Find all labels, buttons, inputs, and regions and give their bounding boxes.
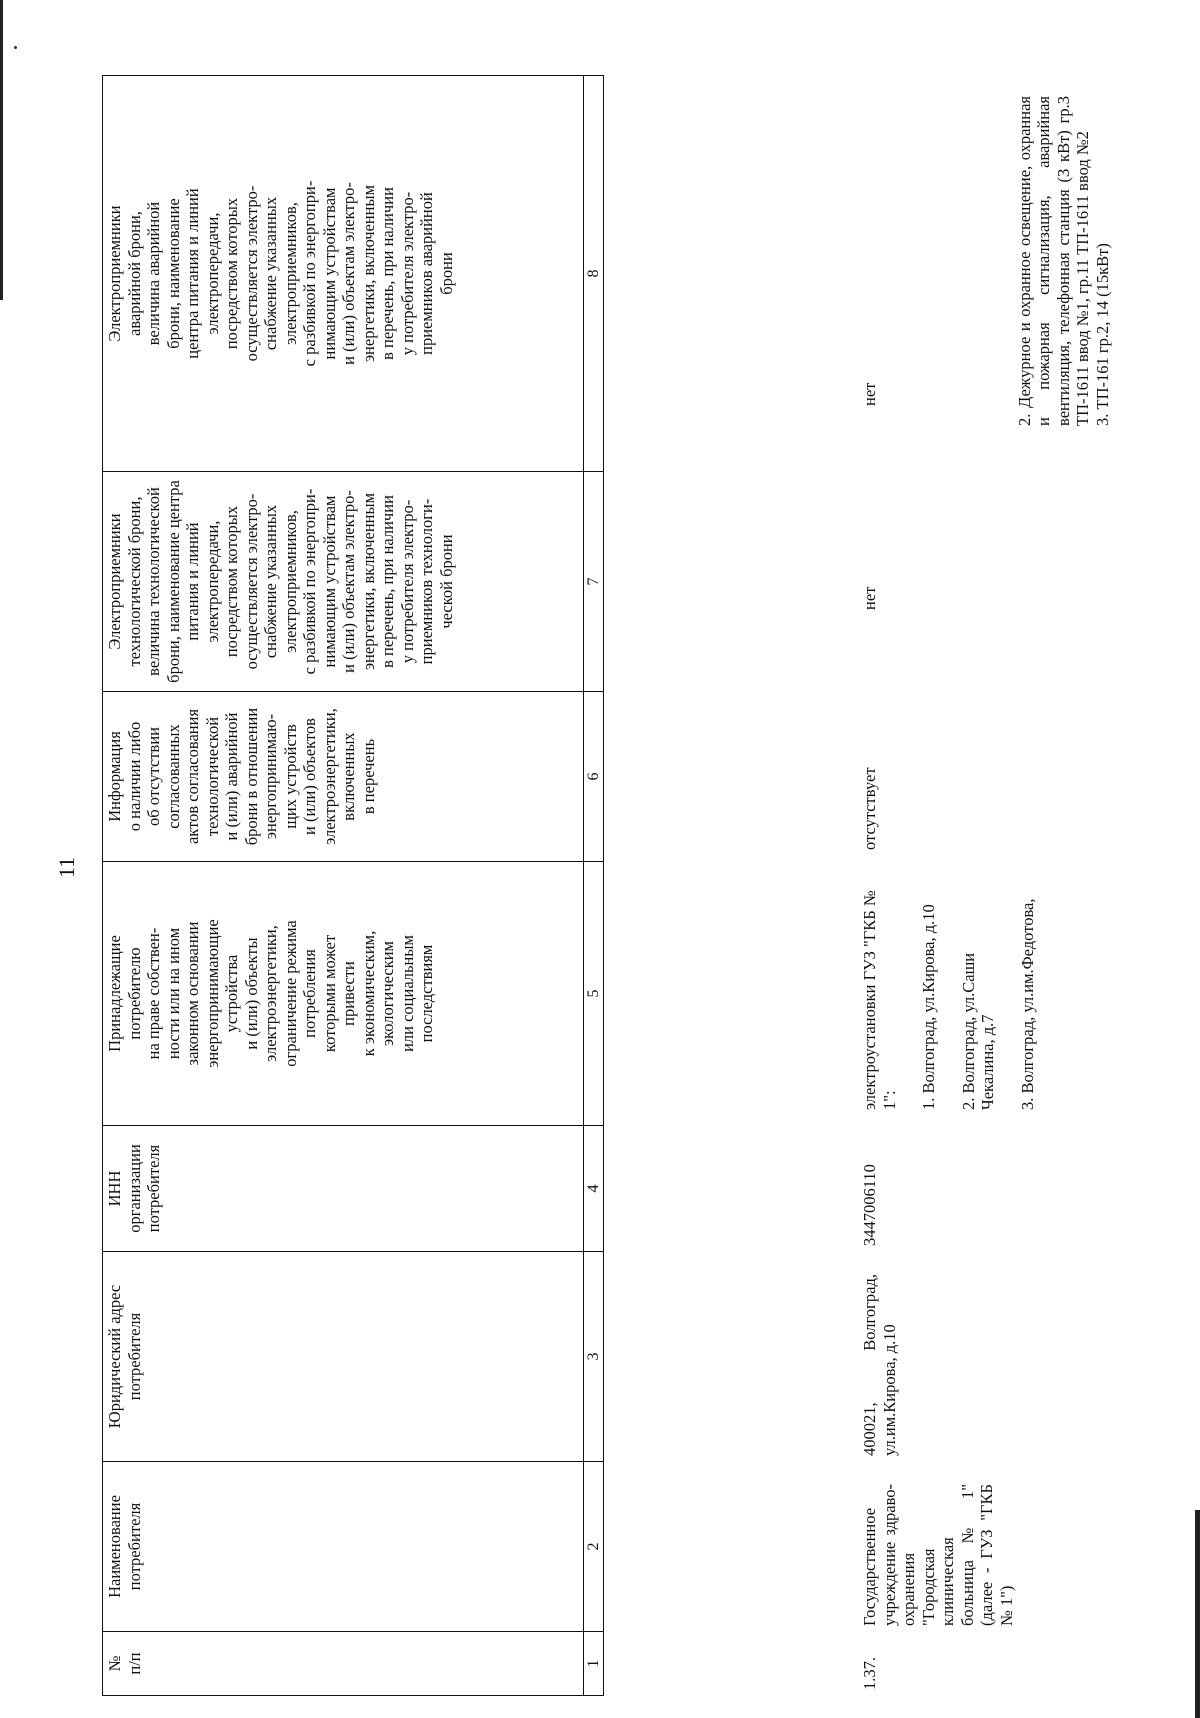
page-number: 11 bbox=[54, 856, 79, 878]
tech-reserve-value: нет bbox=[860, 586, 879, 610]
header-col-devices: Принадлежащие потребителю на праве собствен- ности или на ином законном основании энергопринимающие устройства и (или) объекты электроэнергетики, ограничение режима потребления которыми может привести к экономическим, экологическим или социальным последствиям bbox=[103, 862, 584, 1126]
installation-item: 1. Волгоград, ул.Кирова, д.10 bbox=[919, 904, 938, 1110]
installations-block bbox=[860, 882, 1057, 1110]
emergency-item: 3. ТП-161 гр.2, 14 (15кВт) bbox=[1092, 243, 1112, 426]
header-col-inn: ИНН организации потребителя bbox=[103, 1126, 584, 1252]
header-table bbox=[102, 75, 604, 1696]
consumer-address: 400021, Волгоград, ул.им.Кирова, д.10 bbox=[860, 1274, 899, 1456]
col-number-4: 4 bbox=[584, 1126, 604, 1252]
col-number-5: 5 bbox=[584, 862, 604, 1126]
col-number-8: 8 bbox=[584, 76, 604, 472]
installation-item: 3. Волгоград, ул.им.Федотова, bbox=[1017, 898, 1037, 1110]
col-number-3: 3 bbox=[584, 1252, 604, 1462]
installations-title: электроустановки ГУЗ "ГКБ № 1": bbox=[860, 890, 899, 1110]
emergency-reserve-block bbox=[860, 96, 1112, 426]
consumer-inn: 3447006110 bbox=[860, 1164, 879, 1246]
header-col-number: № п/п bbox=[103, 1632, 584, 1696]
header-col-name: Наименование потребителя bbox=[103, 1462, 584, 1632]
col-number-1: 1 bbox=[584, 1632, 604, 1696]
emergency-reserve-value: нет bbox=[860, 382, 879, 406]
col-number-6: 6 bbox=[584, 692, 604, 862]
installation-item: 2. Волгоград, ул.Саши Чекалина, д.7 bbox=[958, 952, 997, 1110]
header-col-emergency-reserve: Электроприемники аварийной брони, величина аварийной брони, наименование центра питания и линий электропередачи, посредством которых осуществляется электро- снабжение указанных электроприемников, с разбивкой по энергопри- нимающим устройствам и (или) объектам электро- энергетики, включенным в перечень, при наличии у потребителя электро- приемников аварийной брони bbox=[103, 76, 584, 472]
header-col-acts: Информация о наличии либо об отсутствии согласованных актов согласования технологической и (или) аварийной брони в отношении энергопринимаю- щих устройств и (или) объектов электроэнергетики, включенных в перечень bbox=[103, 692, 584, 862]
row-number: 1.37. bbox=[860, 1657, 879, 1690]
consumer-name: Государственное учреждение здраво-охранения "Городская клиническая больница № 1" (далее - ГУЗ "ГКБ № 1") bbox=[860, 1484, 1016, 1626]
emergency-item: 2. Дежурное и охранное освещение, охранная и пожарная сигнализация, аварийная вентиляция, телефонная станция (3 кВт) гр.3 ТП-1611 ввод №1, гр.11 ТП-1611 ввод №2 bbox=[1014, 96, 1092, 426]
acts-status: отсутствует bbox=[860, 767, 879, 850]
header-col-address: Юридический адрес потребителя bbox=[103, 1252, 584, 1462]
header-col-tech-reserve: Электроприемники технологической брони, величина технологической брони, наименование центра питания и линий электропередачи, посредством которых осуществляется электро- снабжение указанных электроприемников, с разбивкой по энергопри- нимающим устройствам и (или) объектам электро- энергетики, включенным в перечень, при наличии у потребителя электро- приемников технологи- ческой брони bbox=[103, 472, 584, 692]
col-number-7: 7 bbox=[584, 472, 604, 692]
col-number-2: 2 bbox=[584, 1462, 604, 1632]
